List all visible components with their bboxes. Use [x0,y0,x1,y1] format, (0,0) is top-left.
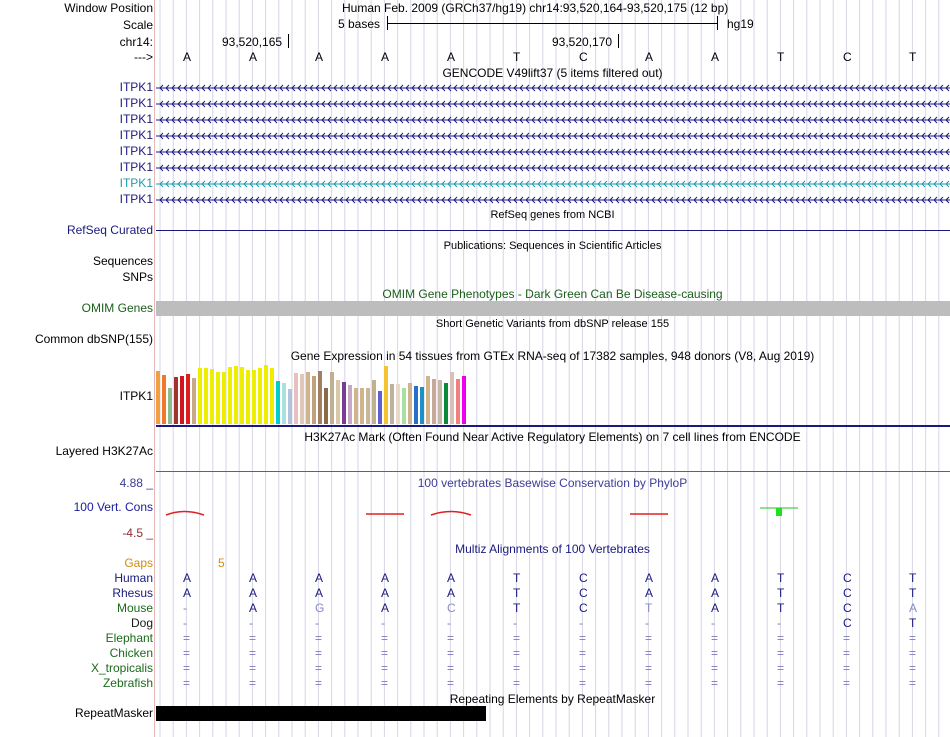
alignment-base: = [843,661,851,675]
alignment-base: C [843,601,852,615]
ruler-position-2: 93,520,170 [552,35,613,49]
dbsnp-track-label[interactable]: Common dbSNP(155) [34,332,153,346]
omim-feature-bar[interactable] [156,301,950,316]
base-letter: A [183,50,192,64]
base-letter: C [843,50,852,64]
gencode-transcript-line[interactable] [156,147,950,157]
alignment-base: = [249,676,257,690]
base-letter: A [447,50,456,64]
alignment-base: A [711,571,720,585]
alignment-base: - [249,616,253,630]
alignment-base: T [777,601,785,615]
gtex-tissue-bar[interactable] [246,370,250,424]
scale-label: Scale [122,18,153,32]
alignment-base: A [249,601,258,615]
gtex-tissue-bar[interactable] [270,368,274,424]
phylop-min-value: -4.5 _ [122,526,153,540]
alignment-base: A [909,601,918,615]
gtex-tissue-bar[interactable] [342,382,346,424]
gtex-tissue-bar[interactable] [168,388,172,424]
alignment-base: = [909,676,917,690]
gtex-tissue-bar[interactable] [294,373,298,424]
alignment-base: T [513,571,521,585]
gtex-tissue-bar[interactable] [408,383,412,424]
gencode-transcript-line[interactable] [156,195,950,205]
alignment-base: = [711,646,719,660]
gtex-track-title: Gene Expression in 54 tissues from GTEx RNA-seq of 17382 samples, 948 donors (V8, Aug 2019) [290,349,815,363]
publications-snps-label[interactable]: SNPs [122,270,153,284]
gtex-tissue-bar[interactable] [336,380,340,424]
alignment-base: = [249,646,257,660]
refseq-track-label[interactable]: RefSeq Curated [66,223,153,237]
base-letter: T [513,50,521,64]
h3k27ac-baseline [156,471,950,472]
alignment-base: C [843,616,852,630]
base-letter: T [909,50,917,64]
alignment-base: C [447,601,456,615]
gencode-transcript-line[interactable] [156,99,950,109]
alignment-base: T [777,586,785,600]
alignment-base: = [249,631,257,645]
alignment-base: = [711,631,719,645]
repeatmasker-element[interactable] [156,706,486,721]
gencode-transcript-label[interactable]: ITPK1 [119,176,153,190]
alignment-base: - [777,616,781,630]
gencode-transcript-label[interactable]: ITPK1 [119,192,153,206]
h3k27ac-track-label[interactable]: Layered H3K27Ac [55,444,153,458]
alignment-base: = [711,676,719,690]
base-letter: C [579,50,588,64]
multiz-species-label[interactable]: Chicken [109,646,153,660]
gtex-tissue-bar[interactable] [432,379,436,424]
gtex-tissue-bar[interactable] [162,375,166,424]
multiz-species-label[interactable]: X_tropicalis [90,661,153,675]
alignment-base: A [183,571,192,585]
gtex-tissue-bar[interactable] [330,372,334,424]
gtex-tissue-bar[interactable] [180,376,184,424]
alignment-base: = [579,631,587,645]
alignment-base: C [843,571,852,585]
window-position-label: Window Position [64,1,153,15]
alignment-base: = [447,661,455,675]
gtex-tissue-bar[interactable] [438,380,442,424]
alignment-base: = [513,646,521,660]
multiz-gap-count: 5 [218,556,225,570]
gtex-tissue-bar[interactable] [366,388,370,424]
label-divider [154,0,155,737]
gtex-tissue-bar[interactable] [378,391,382,424]
alignment-base: = [579,646,587,660]
gencode-transcript-line[interactable] [156,179,950,189]
alignment-base: = [315,661,323,675]
alignment-base: = [381,631,389,645]
gtex-tissue-bar[interactable] [390,384,394,424]
gencode-transcript-label[interactable]: ITPK1 [119,160,153,174]
gencode-transcript-label[interactable]: ITPK1 [119,144,153,158]
gtex-tissue-bar[interactable] [420,387,424,424]
multiz-species-label[interactable]: Human [114,571,153,585]
alignment-base: = [447,646,455,660]
alignment-base: = [645,676,653,690]
gtex-tissue-bar[interactable] [444,383,448,424]
alignment-base: = [645,661,653,675]
alignment-base: = [777,661,785,675]
gtex-tissue-bar[interactable] [372,380,376,424]
alignment-base: = [183,646,191,660]
ruler-tick-2 [618,34,619,48]
alignment-base: = [909,646,917,660]
alignment-base: = [249,661,257,675]
alignment-base: C [579,571,588,585]
alignment-base: - [183,616,187,630]
alignment-base: T [909,586,917,600]
multiz-species-label[interactable]: Mouse [116,601,153,615]
alignment-base: = [579,676,587,690]
publications-sequences-label[interactable]: Sequences [92,254,153,268]
multiz-track-title: Multiz Alignments of 100 Vertebrates [455,542,650,556]
repeatmasker-track-label[interactable]: RepeatMasker [74,706,153,720]
alignment-base: A [381,601,390,615]
alignment-base: = [513,631,521,645]
alignment-base: = [381,646,389,660]
gtex-tissue-bar[interactable] [216,372,220,424]
gtex-tissue-bar[interactable] [192,378,196,424]
alignment-base: = [315,676,323,690]
alignment-base: = [711,661,719,675]
alignment-base: = [447,631,455,645]
alignment-base: = [447,676,455,690]
gtex-tissue-bar[interactable] [234,366,238,424]
alignment-base: = [843,676,851,690]
alignment-base: A [315,571,324,585]
alignment-base: = [183,631,191,645]
phylop-max-value: 4.88 _ [119,476,153,490]
base-letter: A [645,50,654,64]
omim-track-title: OMIM Gene Phenotypes - Dark Green Can Be Disease-causing [382,287,723,301]
alignment-base: A [645,586,654,600]
multiz-species-label[interactable]: Elephant [105,631,153,645]
alignment-base: A [381,586,390,600]
alignment-base: A [711,601,720,615]
gtex-tissue-bar[interactable] [240,367,244,424]
gtex-tissue-bar[interactable] [282,383,286,424]
multiz-species-label[interactable]: Rhesus [112,586,153,600]
alignment-base: - [513,616,517,630]
chrom-label: chr14: [119,35,153,49]
scale-bar-text: 5 bases [338,17,381,31]
gtex-tissue-bar[interactable] [450,372,454,424]
alignment-base: - [381,616,385,630]
alignment-base: = [645,646,653,660]
scale-bar-line [387,23,718,24]
gtex-tissue-bar[interactable] [204,368,208,424]
gencode-transcript-line[interactable] [156,83,950,93]
alignment-base: T [513,601,521,615]
alignment-base: = [183,661,191,675]
gtex-tissue-bar[interactable] [264,365,268,424]
alignment-base: = [315,631,323,645]
gencode-transcript-label[interactable]: ITPK1 [119,128,153,142]
gtex-tissue-bar[interactable] [186,374,190,424]
multiz-species-label[interactable]: Zebrafish [102,676,153,690]
ruler-position-1: 93,520,165 [222,35,283,49]
alignment-base: T [909,616,917,630]
alignment-base: A [249,586,258,600]
alignment-base: - [183,601,187,615]
alignment-base: A [249,571,258,585]
phylop-signal[interactable] [156,500,950,520]
gtex-tissue-bar[interactable] [354,388,358,424]
gtex-tissue-bar[interactable] [252,370,256,424]
alignment-base: = [777,676,785,690]
gtex-tissue-bar[interactable] [198,368,202,424]
gtex-tissue-bar[interactable] [156,371,160,424]
gtex-tissue-bar[interactable] [228,367,232,424]
alignment-base: = [513,676,521,690]
alignment-base: = [315,646,323,660]
alignment-base: = [909,661,917,675]
alignment-base: - [579,616,583,630]
gtex-tissue-bar[interactable] [258,368,262,424]
omim-track-label[interactable]: OMIM Genes [81,301,153,315]
refseq-track-title: RefSeq genes from NCBI [490,209,615,221]
base-letter: T [777,50,785,64]
gtex-tissue-bar[interactable] [396,384,400,424]
gtex-tissue-bar[interactable] [174,377,178,424]
alignment-base: A [381,571,390,585]
gencode-transcript-label[interactable]: ITPK1 [119,112,153,126]
gtex-tissue-bar[interactable] [402,388,406,424]
alignment-base: G [315,601,325,615]
alignment-base: C [843,586,852,600]
alignment-base: - [315,616,319,630]
refseq-gene-line[interactable] [156,230,950,231]
alignment-base: T [513,586,521,600]
strand-arrow-label[interactable]: ---> [134,50,153,64]
gtex-tissue-bar[interactable] [324,388,328,424]
gencode-transcript-line[interactable] [156,163,950,173]
alignment-base: - [447,616,451,630]
alignment-base: - [645,616,649,630]
alignment-base: T [909,571,917,585]
phylop-track-label[interactable]: 100 Vert. Cons [73,500,153,514]
gtex-tissue-bar[interactable] [414,386,418,424]
gtex-tissue-bar[interactable] [360,388,364,424]
alignment-base: = [777,646,785,660]
gtex-track-label[interactable]: ITPK1 [119,389,153,403]
gtex-expression-chart[interactable] [156,364,950,428]
gtex-tissue-bar[interactable] [300,374,304,424]
alignment-base: A [711,586,720,600]
scale-assembly: hg19 [727,17,754,31]
gtex-tissue-bar[interactable] [318,371,322,424]
gtex-tissue-bar[interactable] [462,376,466,424]
alignment-base: T [777,571,785,585]
gtex-tissue-bar[interactable] [384,366,388,424]
multiz-gaps-label[interactable]: Gaps [124,556,153,570]
alignment-base: A [315,586,324,600]
window-position-value: Human Feb. 2009 (GRCh37/hg19) chr14:93,520,164-93,520,175 (12 bp) [342,1,729,15]
gencode-transcript-label[interactable]: ITPK1 [119,80,153,94]
alignment-base: = [381,676,389,690]
alignment-base: = [909,631,917,645]
alignment-base: = [777,631,785,645]
alignment-base: = [843,631,851,645]
gencode-transcript-line[interactable] [156,131,950,141]
gtex-tissue-bar[interactable] [276,381,280,424]
gtex-tissue-bar[interactable] [426,376,430,424]
alignment-base: A [447,571,456,585]
scale-bar-right-tick [717,16,718,30]
gtex-tissue-bar[interactable] [210,369,214,424]
alignment-base: A [447,586,456,600]
gtex-tissue-bar[interactable] [312,376,316,424]
alignment-base: = [843,646,851,660]
gtex-tissue-bar[interactable] [222,372,226,424]
alignment-base: T [645,601,653,615]
base-letter: A [711,50,720,64]
ruler-tick-1 [288,34,289,48]
alignment-base: = [513,661,521,675]
gencode-transcript-label[interactable]: ITPK1 [119,96,153,110]
gtex-tissue-bar[interactable] [456,379,460,424]
base-letter: A [249,50,258,64]
dbsnp-track-title: Short Genetic Variants from dbSNP release 155 [435,318,670,330]
alignment-base: = [645,631,653,645]
gtex-tissue-bar[interactable] [306,372,310,424]
alignment-base: = [381,661,389,675]
alignment-base: C [579,601,588,615]
alignment-base: C [579,586,588,600]
multiz-species-label[interactable]: Dog [130,616,153,630]
h3k27ac-track-title: H3K27Ac Mark (Often Found Near Active Regulatory Elements) on 7 cell lines from ENCODE [304,430,801,444]
gtex-tissue-bar[interactable] [348,385,352,424]
repeatmasker-track-title: Repeating Elements by RepeatMasker [449,692,656,706]
alignment-base: = [579,661,587,675]
alignment-base: A [183,586,192,600]
gencode-track-title: GENCODE V49lift37 (5 items filtered out) [442,66,663,80]
base-letter: A [381,50,390,64]
publications-track-title: Publications: Sequences in Scientific Articles [443,240,662,252]
gencode-transcript-line[interactable] [156,115,950,125]
base-letter: A [315,50,324,64]
alignment-base: - [711,616,715,630]
gtex-tissue-bar[interactable] [288,389,292,424]
phylop-track-title: 100 vertebrates Basewise Conservation by PhyloP [417,476,688,490]
alignment-base: = [183,676,191,690]
alignment-base: A [645,571,654,585]
